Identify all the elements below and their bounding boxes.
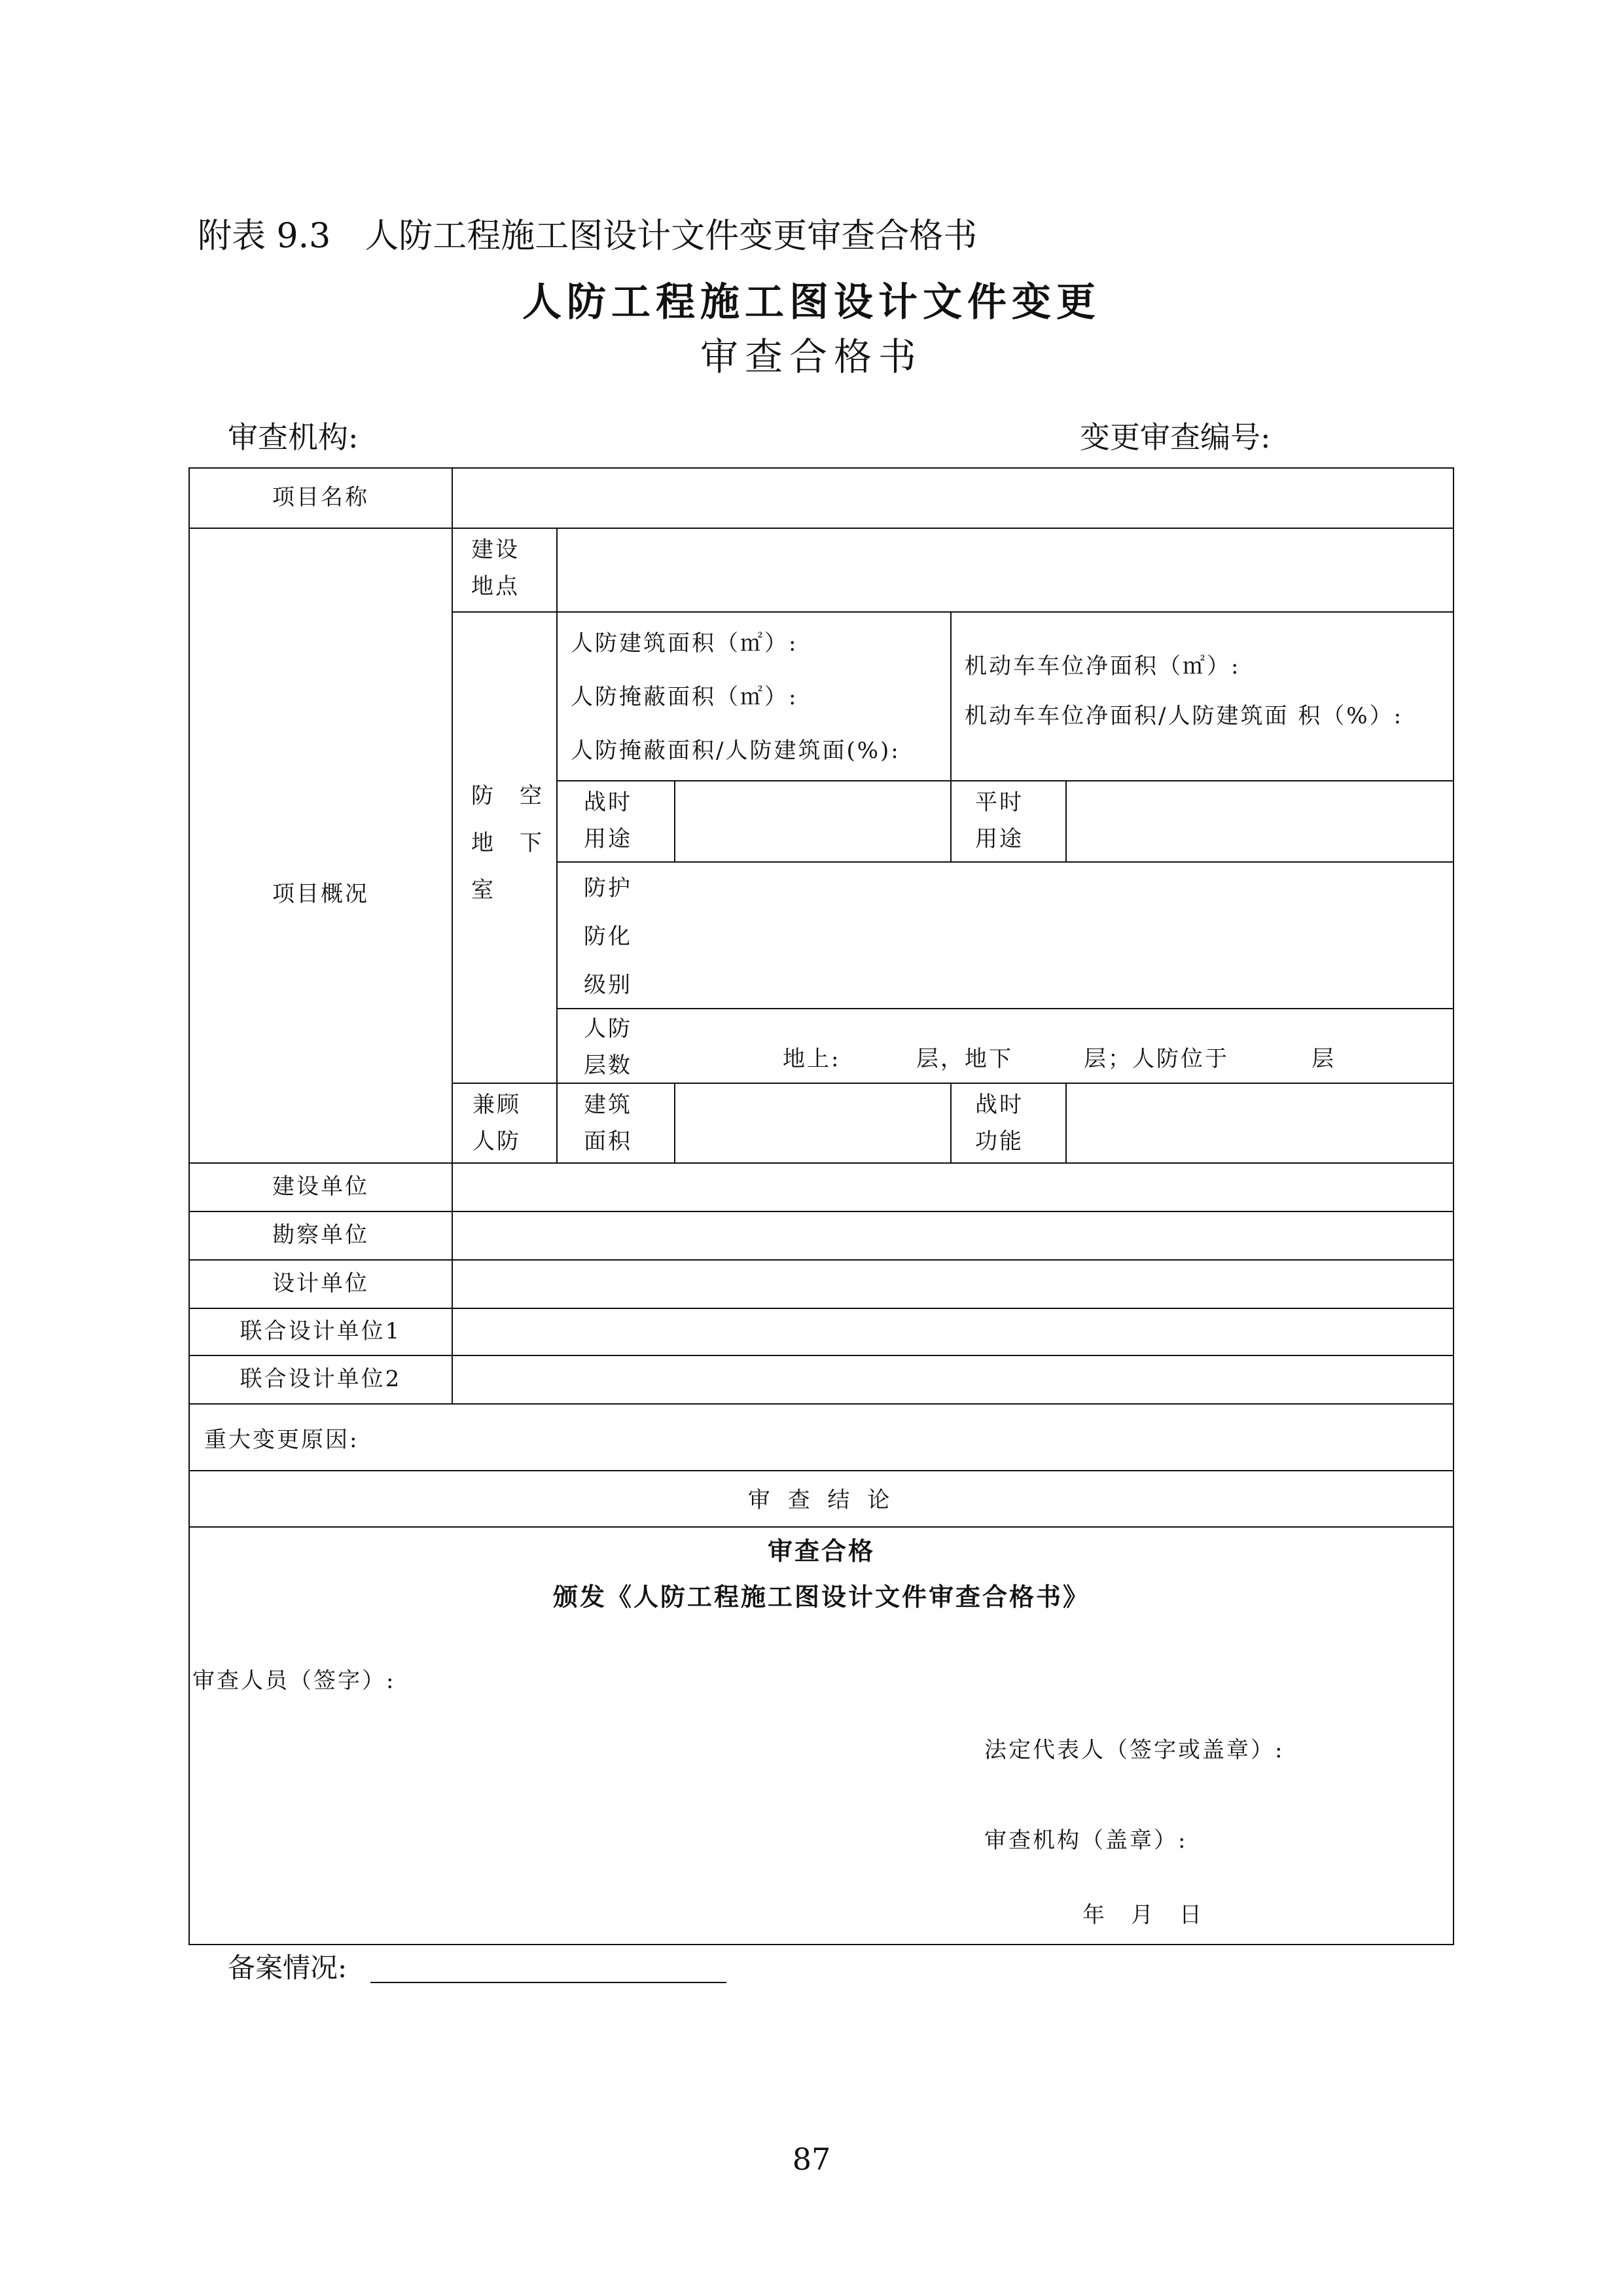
construction-unit-field[interactable] xyxy=(453,1164,1452,1210)
design-unit-label: 设计单位 xyxy=(272,1270,369,1297)
annex-heading xyxy=(198,208,977,257)
site-label: 建设 地点 xyxy=(471,537,520,600)
parking-area-label: 机动车车位净面积（㎡）: xyxy=(965,653,1241,679)
conclusion-issue: 颁发《人防工程施工图设计文件审查合格书》 xyxy=(552,1582,1090,1611)
filing-input-line[interactable] xyxy=(370,1982,726,1983)
building-area-field[interactable] xyxy=(675,1084,949,1161)
filing-label: 备案情况: xyxy=(228,1952,348,1984)
conclusion-header: 审 查 结 论 xyxy=(747,1487,895,1513)
parking-ratio-label: 机动车车位净面积/人防建筑面 积（%）: xyxy=(965,703,1404,729)
project-name-label: 项目名称 xyxy=(272,484,369,511)
joint-design-1-label: 联合设计单位1 xyxy=(240,1318,402,1344)
peacetime-use-label: 平时 用途 xyxy=(975,789,1024,852)
page-subtitle: 审查合格书 xyxy=(700,334,923,379)
conclusion-result: 审查合格 xyxy=(767,1536,875,1566)
page-number: 87 xyxy=(792,2142,831,2177)
floors-unit-1: 层，地下 xyxy=(916,1046,1013,1072)
wartime-use-label: 战时 用途 xyxy=(584,789,632,852)
floors-unit-2: 层；人防位于 xyxy=(1084,1046,1229,1072)
civil-defense-area-label: 人防建筑面积（㎡）: xyxy=(571,630,798,656)
shelter-ratio-label: 人防掩蔽面积/人防建筑面(%): xyxy=(571,738,901,764)
date-label: 年 月 日 xyxy=(1082,1902,1204,1928)
annex-title: 人防工程施工图设计文件变更审查合格书 xyxy=(365,217,978,256)
change-number-label: 变更审查编号: xyxy=(1080,420,1271,455)
row-line xyxy=(188,1403,1454,1405)
joint-design-2-label: 联合设计单位2 xyxy=(240,1366,402,1392)
reviewer-sign-label: 审查人员（签字）: xyxy=(192,1668,396,1694)
border-bottom xyxy=(188,1944,1454,1945)
shelter-area-label: 人防掩蔽面积（㎡）: xyxy=(571,684,798,710)
wartime-function-label: 战时 功能 xyxy=(975,1092,1024,1155)
row-line xyxy=(188,1526,1454,1528)
basement-label: 防 空 地 下 室 xyxy=(471,783,544,903)
legal-rep-label: 法定代表人（签字或盖章）: xyxy=(984,1737,1285,1763)
survey-unit-field[interactable] xyxy=(453,1212,1452,1258)
area-fields-right xyxy=(965,641,1403,741)
floors-label: 人防 层数 xyxy=(584,1016,632,1079)
project-overview-label: 项目概况 xyxy=(272,881,369,907)
review-org-seal-label: 审查机构（盖章）: xyxy=(984,1827,1188,1854)
area-fields-left xyxy=(571,617,901,778)
protection-level-label: 防护 防化 级别 xyxy=(584,875,632,998)
col-line xyxy=(950,1083,952,1162)
dual-use-label: 兼顾 人防 xyxy=(473,1092,521,1155)
wartime-use-field[interactable] xyxy=(675,781,949,860)
major-change-reason-label: 重大变更原因: xyxy=(204,1427,359,1453)
construction-unit-label: 建设单位 xyxy=(272,1174,369,1200)
site-field[interactable] xyxy=(558,529,1452,610)
survey-unit-label: 勘察单位 xyxy=(272,1222,369,1248)
page-title: 人防工程施工图设计文件变更 xyxy=(522,279,1101,325)
floors-unit-3: 层 xyxy=(1311,1046,1336,1072)
review-org-label: 审查机构: xyxy=(228,420,359,455)
annex-number: 附表 9.3 xyxy=(198,217,331,256)
border-left xyxy=(188,467,190,1945)
row-line xyxy=(188,1470,1454,1471)
protection-level-field[interactable] xyxy=(675,863,1452,1007)
border-right xyxy=(1453,467,1454,1945)
joint-design-1-field[interactable] xyxy=(453,1309,1452,1354)
wartime-function-field[interactable] xyxy=(1067,1084,1452,1161)
peacetime-use-field[interactable] xyxy=(1067,781,1452,860)
col-line xyxy=(950,611,952,861)
joint-design-2-field[interactable] xyxy=(453,1356,1452,1402)
col-line xyxy=(556,528,558,1162)
row-line xyxy=(556,1008,1454,1009)
building-area-label: 建筑 面积 xyxy=(584,1092,632,1155)
row-line xyxy=(452,611,1454,613)
design-unit-field[interactable] xyxy=(453,1261,1452,1306)
border-top xyxy=(188,467,1454,469)
floors-above-label: 地上: xyxy=(783,1046,841,1072)
